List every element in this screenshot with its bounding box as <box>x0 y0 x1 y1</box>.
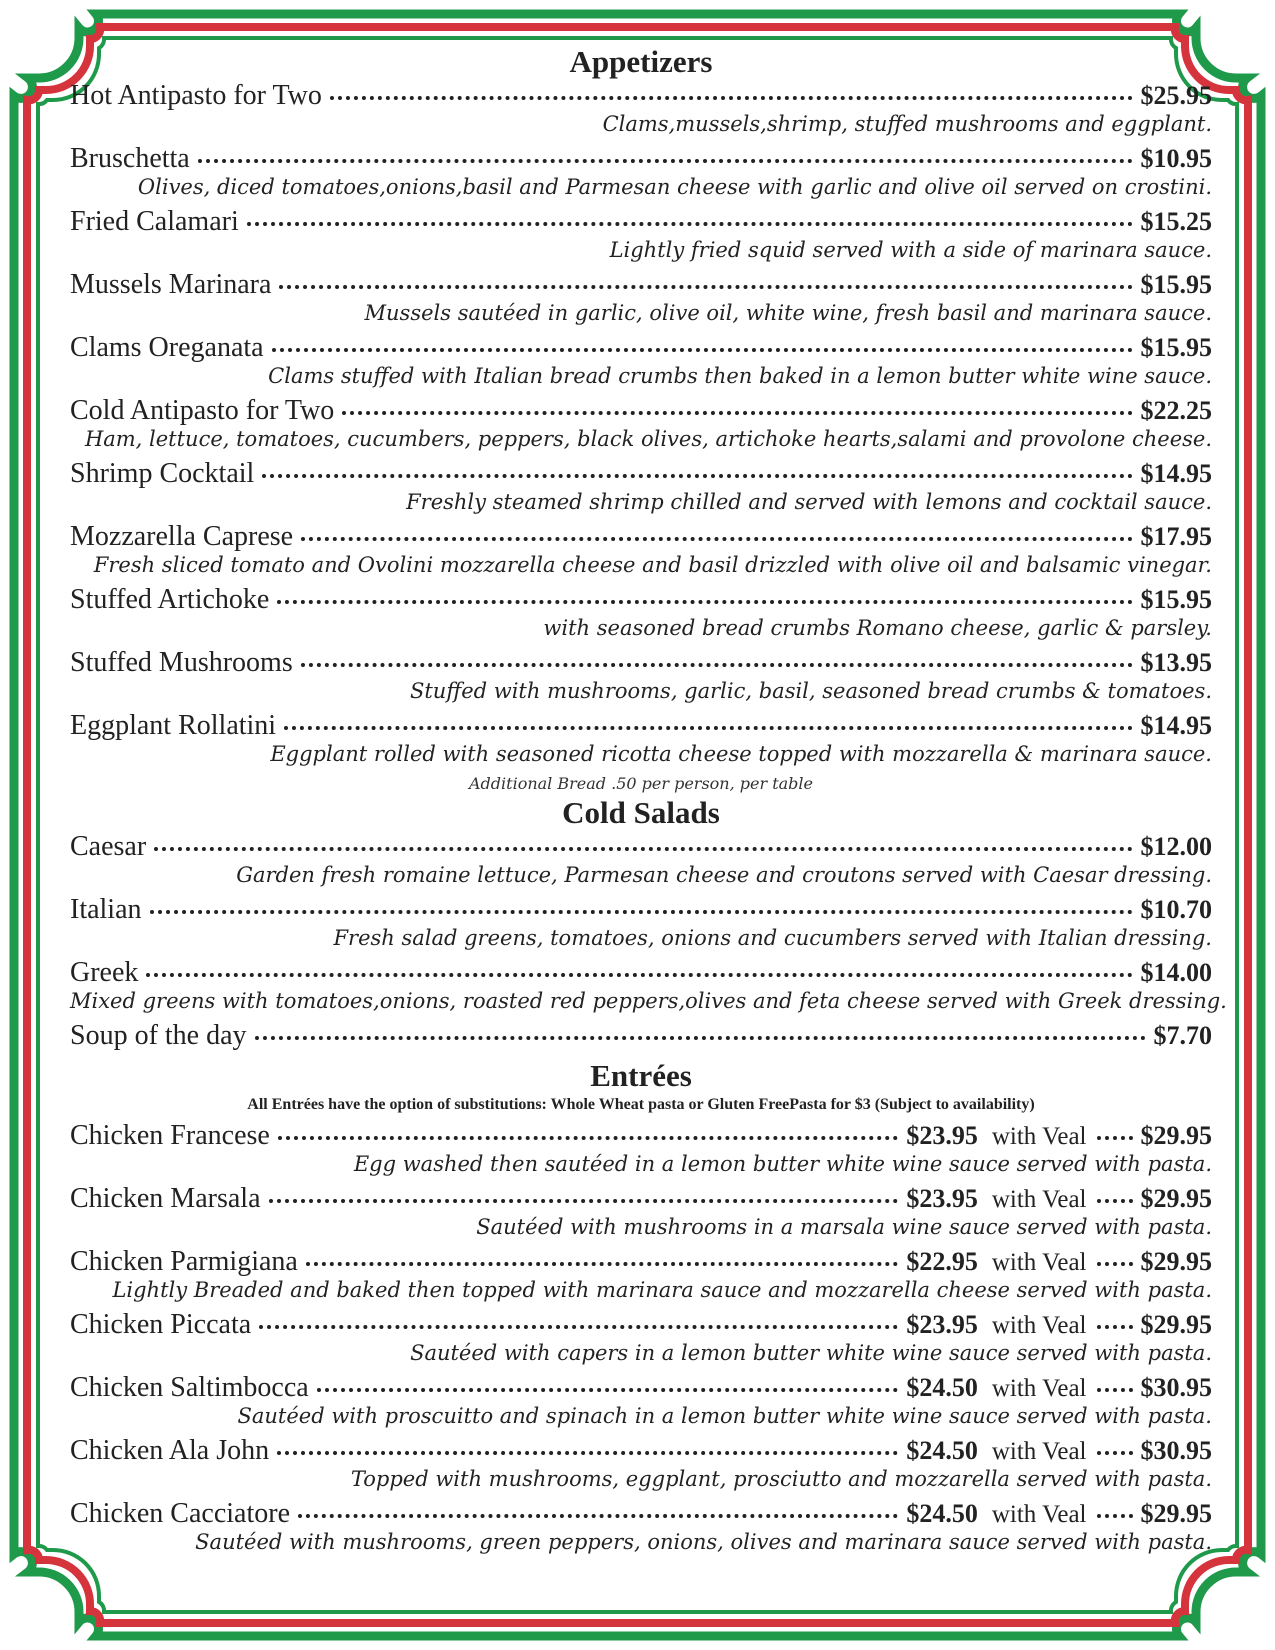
veal-label: with Veal <box>991 1186 1087 1213</box>
section-title-cold-salads: Cold Salads <box>562 795 720 830</box>
menu-item <box>70 206 1212 263</box>
entrees-list <box>70 1120 1212 1555</box>
menu-item <box>70 1498 1212 1555</box>
leader-dots <box>330 96 1133 100</box>
menu-item <box>70 1309 1212 1366</box>
veal-price: $30.95 <box>1140 1373 1212 1402</box>
menu-item <box>70 1183 1212 1240</box>
veal-label: with Veal <box>991 1438 1087 1465</box>
section-title-entrees: Entrées <box>590 1058 692 1093</box>
leader-dots <box>1097 1325 1133 1329</box>
leader-dots <box>277 1451 898 1455</box>
menu-item-price: $15.95 <box>1140 585 1212 614</box>
menu-item-row <box>70 1498 1212 1530</box>
veal-label: with Veal <box>991 1501 1087 1528</box>
menu-item <box>70 395 1212 452</box>
menu-item-name: Chicken Marsala <box>70 1183 261 1214</box>
menu-item <box>70 647 1212 704</box>
menu-item <box>70 957 1227 1014</box>
menu-item <box>70 1435 1212 1492</box>
veal-price: $29.95 <box>1140 1121 1212 1150</box>
leader-dots <box>277 600 1132 604</box>
menu-item-row <box>70 458 1212 490</box>
menu-item-price: $12.00 <box>1140 832 1212 861</box>
menu-item-row <box>70 269 1212 301</box>
menu-item-name: Clams Oreganata <box>70 332 264 363</box>
menu-item-price: $17.95 <box>1140 522 1212 551</box>
menu-item-price: $23.95 <box>906 1184 978 1213</box>
menu-item-name: Mussels Marinara <box>70 269 272 300</box>
leader-dots <box>198 159 1133 163</box>
leader-dots <box>1097 1388 1133 1392</box>
menu-item-description: Clams,mussels,shrimp, stuffed mushrooms and eggplant. <box>602 112 1212 136</box>
veal-price: $29.95 <box>1140 1247 1212 1276</box>
menu-item-row <box>70 395 1212 427</box>
menu-item-price: $24.50 <box>906 1499 978 1528</box>
menu-item-row <box>70 647 1212 679</box>
veal-label: with Veal <box>991 1312 1087 1339</box>
menu-item-price: $23.95 <box>906 1121 978 1150</box>
menu-item-description: Sautéed with mushrooms in a marsala wine sauce served with pasta. <box>476 1215 1212 1239</box>
leader-dots <box>272 348 1133 352</box>
menu-item-description: Lightly Breaded and baked then topped with marinara sauce and mozzarella cheese served with pasta. <box>112 1278 1212 1302</box>
leader-dots <box>301 663 1133 667</box>
menu-item-name: Greek <box>70 957 139 988</box>
veal-label: with Veal <box>991 1375 1087 1402</box>
leader-dots <box>317 1388 899 1392</box>
menu-item <box>70 80 1212 137</box>
veal-price: $29.95 <box>1140 1184 1212 1213</box>
menu-item-name: Chicken Ala John <box>70 1435 270 1466</box>
leader-dots <box>342 411 1132 415</box>
leader-dots <box>301 537 1132 541</box>
leader-dots <box>150 910 1133 914</box>
menu-item-row <box>70 143 1212 175</box>
menu-item-name: Bruschetta <box>70 143 190 174</box>
menu-item-row <box>70 894 1212 926</box>
menu-item <box>70 269 1212 326</box>
menu-item-description: Mussels sautéed in garlic, olive oil, white wine, fresh basil and marinara sauce. <box>364 301 1212 325</box>
menu-item-description: Ham, lettuce, tomatoes, cucumbers, peppers, black olives, artichoke hearts,salami and provolone cheese. <box>84 427 1212 451</box>
menu-item-price: $24.50 <box>906 1436 978 1465</box>
menu-item <box>70 521 1212 578</box>
leader-dots <box>1097 1136 1133 1140</box>
appetizers-list <box>70 80 1212 767</box>
veal-label: with Veal <box>991 1123 1087 1150</box>
menu-item-name: Shrimp Cocktail <box>70 458 255 489</box>
menu-item-description: Fresh sliced tomato and Ovolini mozzarella cheese and basil drizzled with olive oil and balsamic vinegar. <box>93 553 1212 577</box>
leader-dots <box>306 1262 899 1266</box>
leader-dots <box>1097 1262 1133 1266</box>
menu-item-description: Sautéed with capers in a lemon butter white wine sauce served with pasta. <box>410 1341 1212 1365</box>
menu-item-name: Soup of the day <box>70 1020 247 1051</box>
menu-item <box>70 894 1212 951</box>
leader-dots <box>279 285 1132 289</box>
menu-item-row <box>70 957 1212 989</box>
menu-item-description: Mixed greens with tomatoes,onions, roasted red peppers,olives and feta cheese served with Greek dressing. <box>70 989 1227 1013</box>
leader-dots <box>247 222 1133 226</box>
menu-item-description: Stuffed with mushrooms, garlic, basil, seasoned bread crumbs & tomatoes. <box>409 679 1212 703</box>
menu-item-price: $15.95 <box>1140 333 1212 362</box>
menu-item <box>70 458 1212 515</box>
menu-item-description: Clams stuffed with Italian bread crumbs then baked in a lemon butter white wine sauce. <box>268 364 1212 388</box>
menu-item <box>70 332 1212 389</box>
leader-dots <box>1097 1514 1133 1518</box>
veal-price: $29.95 <box>1140 1310 1212 1339</box>
substitution-note: All Entrées have the option of substitutions: Whole Wheat pasta or Gluten FreePasta for $3 (Subject to availability) <box>247 1096 1035 1113</box>
menu-item-price: $22.95 <box>906 1247 978 1276</box>
leader-dots <box>1097 1199 1133 1203</box>
leader-dots <box>154 847 1132 851</box>
menu-item-row <box>70 1372 1212 1404</box>
menu-item-name: Stuffed Mushrooms <box>70 647 293 678</box>
menu-item-description: Lightly fried squid served with a side of marinara sauce. <box>609 238 1212 262</box>
section-title-appetizers: Appetizers <box>569 44 713 79</box>
menu-item-description: with seasoned bread crumbs Romano cheese, garlic & parsley. <box>543 616 1212 640</box>
menu-item-price: $13.95 <box>1140 648 1212 677</box>
menu-item-row <box>70 80 1212 112</box>
menu-item-name: Chicken Parmigiana <box>70 1246 298 1277</box>
menu-item <box>70 831 1212 888</box>
menu-item-row <box>70 206 1212 238</box>
menu-item-description: Olives, diced tomatoes,onions,basil and Parmesan cheese with garlic and olive oil served on crostini. <box>137 175 1212 199</box>
menu-item-description: Sautéed with mushrooms, green peppers, onions, olives and marinara sauce served with pasta. <box>195 1530 1212 1554</box>
menu-item-price: $23.95 <box>906 1310 978 1339</box>
menu-item-description: Eggplant rolled with seasoned ricotta cheese topped with mozzarella & marinara sauce. <box>270 742 1212 766</box>
menu-item-price: $22.25 <box>1140 396 1212 425</box>
menu-page <box>70 44 1227 1561</box>
menu-item-row <box>70 1246 1212 1278</box>
menu-item <box>70 584 1212 641</box>
menu-item-price: $15.95 <box>1140 270 1212 299</box>
menu-item-name: Eggplant Rollatini <box>70 710 277 741</box>
leader-dots <box>298 1514 898 1518</box>
menu-item-row <box>70 710 1212 742</box>
menu-item-description: Freshly steamed shrimp chilled and served with lemons and cocktail sauce. <box>406 490 1212 514</box>
menu-item-name: Chicken Piccata <box>70 1309 252 1340</box>
leader-dots <box>262 474 1132 478</box>
menu-item-soup <box>70 1020 1212 1052</box>
menu-item-name: Hot Antipasto for Two <box>70 80 322 111</box>
leader-dots <box>269 1199 899 1203</box>
menu-item-price: $14.95 <box>1140 711 1212 740</box>
menu-item-price: $25.95 <box>1140 81 1212 110</box>
menu-item <box>70 1246 1212 1303</box>
menu-item-description: Fresh salad greens, tomatoes, onions and cucumbers served with Italian dressing. <box>333 926 1212 950</box>
menu-item-price: $10.70 <box>1140 895 1212 924</box>
menu-item-name: Caesar <box>70 831 147 862</box>
menu-item-price: $14.00 <box>1140 958 1212 987</box>
menu-item-description: Topped with mushrooms, eggplant, prosciutto and mozzarella served with pasta. <box>350 1467 1212 1491</box>
menu-item-description: Egg washed then sautéed in a lemon butter white wine sauce served with pasta. <box>353 1152 1212 1176</box>
menu-item-name: Mozzarella Caprese <box>70 521 294 552</box>
menu-item <box>70 143 1212 200</box>
menu-item-row <box>70 1435 1212 1467</box>
menu-item-description: Garden fresh romaine lettuce, Parmesan cheese and croutons served with Caesar dressing. <box>236 863 1212 887</box>
menu-item-name: Italian <box>70 894 142 925</box>
bread-note: Additional Bread .50 per person, per table <box>468 774 814 793</box>
menu-item-row <box>70 332 1212 364</box>
menu-item-name: Chicken Saltimbocca <box>70 1372 309 1403</box>
menu-item <box>70 1372 1212 1429</box>
leader-dots <box>146 973 1132 977</box>
menu-item-row <box>70 831 1212 863</box>
veal-label: with Veal <box>991 1249 1087 1276</box>
menu-item-price: $14.95 <box>1140 459 1212 488</box>
menu-item-price: $10.95 <box>1140 144 1212 173</box>
leader-dots <box>278 1136 899 1140</box>
menu-item-row <box>70 1183 1212 1215</box>
salads-list <box>70 831 1227 1052</box>
menu-item-row <box>70 521 1212 553</box>
menu-item <box>70 710 1212 767</box>
menu-item-row <box>70 1020 1212 1052</box>
menu-item-row <box>70 1309 1212 1341</box>
menu-item-price: $7.70 <box>1153 1021 1212 1050</box>
leader-dots <box>284 726 1132 730</box>
menu-item-name: Chicken Francese <box>70 1120 270 1151</box>
leader-dots <box>259 1325 898 1329</box>
menu-item-price: $15.25 <box>1140 207 1212 236</box>
menu-item-price: $24.50 <box>906 1373 978 1402</box>
menu-item-name: Fried Calamari <box>70 206 239 237</box>
menu-item-row <box>70 584 1212 616</box>
menu-item-name: Chicken Cacciatore <box>70 1498 291 1529</box>
menu-item-row <box>70 1120 1212 1152</box>
leader-dots <box>1097 1451 1133 1455</box>
veal-price: $29.95 <box>1140 1499 1212 1528</box>
menu-item-name: Stuffed Artichoke <box>70 584 270 615</box>
menu-item <box>70 1120 1212 1177</box>
menu-item-name: Cold Antipasto for Two <box>70 395 335 426</box>
leader-dots <box>255 1036 1146 1040</box>
menu-item-description: Sautéed with proscuitto and spinach in a lemon butter white wine sauce served with pasta. <box>237 1404 1212 1428</box>
veal-price: $30.95 <box>1140 1436 1212 1465</box>
